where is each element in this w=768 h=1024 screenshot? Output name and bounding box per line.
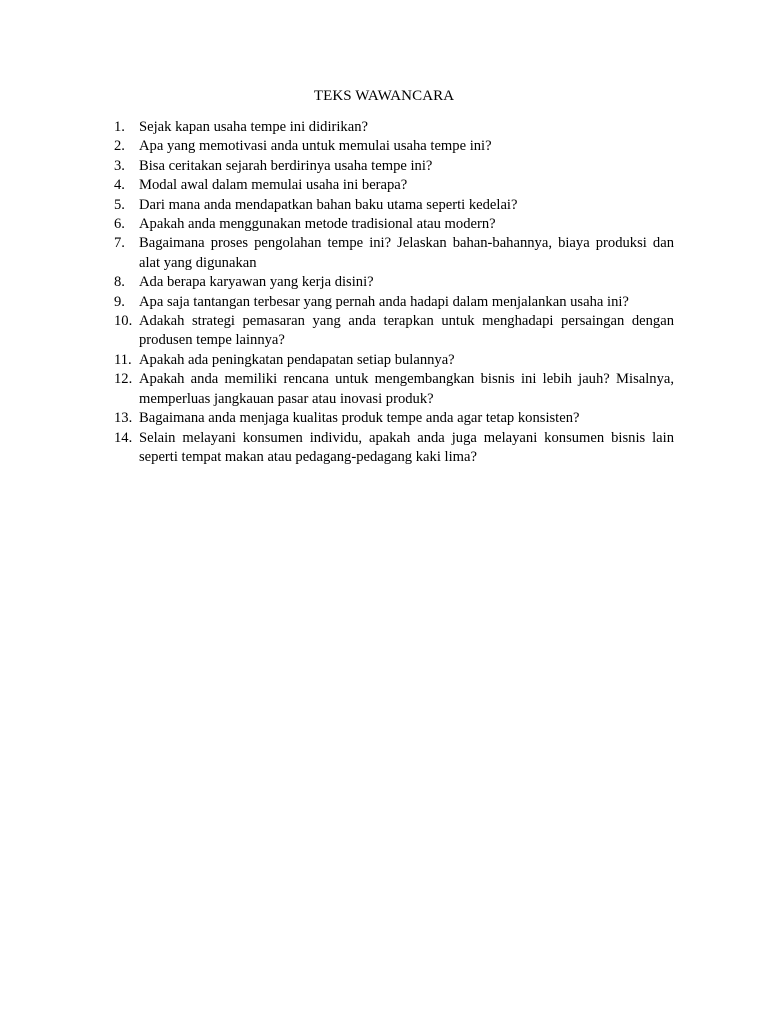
question-item [114, 370, 674, 409]
question-item [114, 312, 674, 351]
question-text: Sejak kapan usaha tempe ini didirikan? [139, 119, 368, 135]
question-text: Apakah anda memiliki rencana untuk mengembangkan bisnis ini lebih jauh? Misalnya, memperluas jangkauan pasar atau inovasi produk? [139, 371, 674, 407]
question-item [114, 196, 674, 215]
question-number: 7. [114, 235, 125, 252]
question-item [114, 118, 674, 137]
question-item [114, 234, 674, 273]
question-text: Apakah ada peningkatan pendapatan setiap bulannya? [139, 351, 455, 368]
question-number: 10. [114, 313, 133, 330]
question-item [114, 409, 674, 428]
question-item [114, 293, 674, 312]
question-number: 6. [114, 216, 125, 233]
question-number: 5. [114, 196, 125, 213]
question-item [114, 137, 674, 156]
question-text: Ada berapa karyawan yang kerja disini? [139, 274, 374, 291]
question-number: 12. [114, 371, 133, 388]
question-number: 3. [114, 157, 125, 174]
question-text: Apa saja tantangan terbesar yang pernah anda hadapi dalam menjalankan usaha ini? [139, 293, 629, 310]
question-text: Apakah anda menggunakan metode tradisional atau modern? [139, 216, 496, 233]
question-text: Bisa ceritakan sejarah berdirinya usaha tempe ini? [139, 157, 433, 174]
question-item [114, 157, 674, 176]
question-text: Dari mana anda mendapatkan bahan baku utama seperti kedelai? [139, 196, 518, 213]
question-item [114, 176, 674, 195]
question-number: 14. [114, 429, 133, 446]
question-item [114, 215, 674, 234]
question-item [114, 273, 674, 292]
document-title: TEKS WAWANCARA [313, 88, 455, 104]
question-text: Adakah strategi pemasaran yang anda terapkan untuk menghadapi persaingan dengan produsen tempe lainnya? [139, 313, 674, 349]
question-text: Bagaimana proses pengolahan tempe ini? Jelaskan bahan-bahannya, biaya produksi dan alat yang digunakan [139, 235, 674, 271]
question-item [114, 429, 674, 468]
question-number: 2. [114, 138, 125, 155]
question-number: 4. [114, 177, 125, 194]
question-number: 11. [114, 351, 132, 368]
question-text: Selain melayani konsumen individu, apakah anda juga melayani konsumen bisnis lain seperti tempat makan atau pedagang-pedagang kaki lima? [139, 429, 674, 465]
question-text: Bagaimana anda menjaga kualitas produk tempe anda agar tetap konsisten? [139, 410, 580, 427]
question-number: 9. [114, 293, 125, 310]
question-number: 8. [114, 274, 125, 291]
question-number: 1. [114, 119, 125, 135]
question-text: Modal awal dalam memulai usaha ini berapa? [139, 177, 408, 194]
question-text: Apa yang memotivasi anda untuk memulai usaha tempe ini? [139, 138, 492, 155]
question-item [114, 351, 674, 370]
question-number: 13. [114, 410, 133, 427]
question-list [114, 118, 674, 467]
